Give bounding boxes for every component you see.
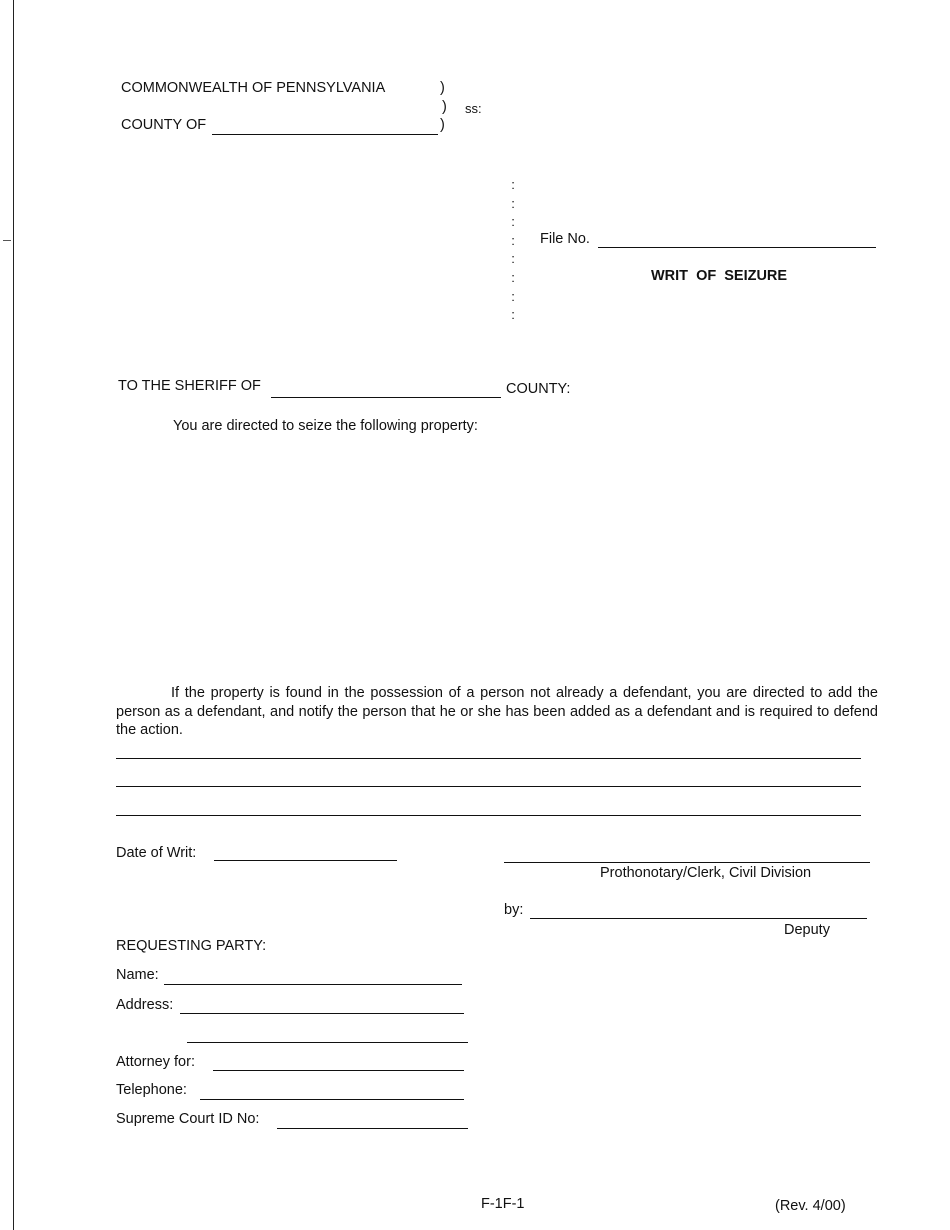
attorney-for-label: Attorney for: [116,1054,195,1070]
colon: : [511,307,515,323]
name-label: Name: [116,967,159,983]
commonwealth-label: COMMONWEALTH OF PENNSYLVANIA [121,80,386,96]
blank-line-2[interactable] [116,786,861,787]
blank-line-3[interactable] [116,815,861,816]
form-number: F-1F-1 [481,1196,525,1212]
telephone-label: Telephone: [116,1082,187,1098]
requesting-party-heading: REQUESTING PARTY: [116,938,267,954]
prothonotary-label: Prothonotary/Clerk, Civil Division [600,865,812,881]
deputy-signature-line[interactable] [530,918,867,919]
address-input-line-2[interactable] [187,1042,468,1043]
file-no-input-line[interactable] [598,247,876,248]
colon: : [511,195,515,211]
seize-directive: You are directed to seize the following property: [173,418,478,434]
colon: : [511,269,515,285]
caption-paren: ) [442,99,447,115]
defendant-paragraph [116,684,878,740]
sheriff-label: TO THE SHERIFF OF [118,378,261,394]
sheriff-county-label: COUNTY: [506,381,571,397]
attorney-for-input-line[interactable] [213,1070,464,1071]
colon: : [511,214,515,230]
county-input-line[interactable] [212,134,438,135]
by-label: by: [504,902,524,918]
supreme-court-id-label: Supreme Court ID No: [116,1111,260,1127]
colon: : [511,288,515,304]
ss-label: ss: [465,101,482,116]
deputy-label: Deputy [784,922,830,938]
supreme-court-id-input-line[interactable] [277,1128,468,1129]
colon: : [511,251,515,267]
address-input-line-1[interactable] [180,1013,464,1014]
defendant-paragraph-text: If the property is found in the possession of a person not already a defendant, you are directed to add the person as a defendant, and notify the person that he or she has been added as a defendant and is required to defend the action. [116,685,878,738]
address-label: Address: [116,997,174,1013]
binding-margin-line [13,0,14,1230]
date-of-writ-label: Date of Writ: [116,845,197,861]
binding-tick-mark [3,240,11,241]
revision-label: (Rev. 4/00) [775,1198,846,1214]
caption-colon-column [509,176,517,325]
caption-paren: ) [440,80,445,96]
colon: : [511,177,515,192]
name-input-line[interactable] [164,984,462,985]
date-of-writ-input-line[interactable] [214,860,397,861]
blank-line-1[interactable] [116,758,861,759]
telephone-input-line[interactable] [200,1099,464,1100]
colon: : [511,232,515,248]
county-label: COUNTY OF [121,117,207,133]
prothonotary-signature-line[interactable] [504,862,870,863]
caption-paren: ) [440,117,445,133]
sheriff-county-input-line[interactable] [271,397,501,398]
writ-title: WRIT OF SEIZURE [651,268,788,284]
file-no-label: File No. [540,231,590,247]
